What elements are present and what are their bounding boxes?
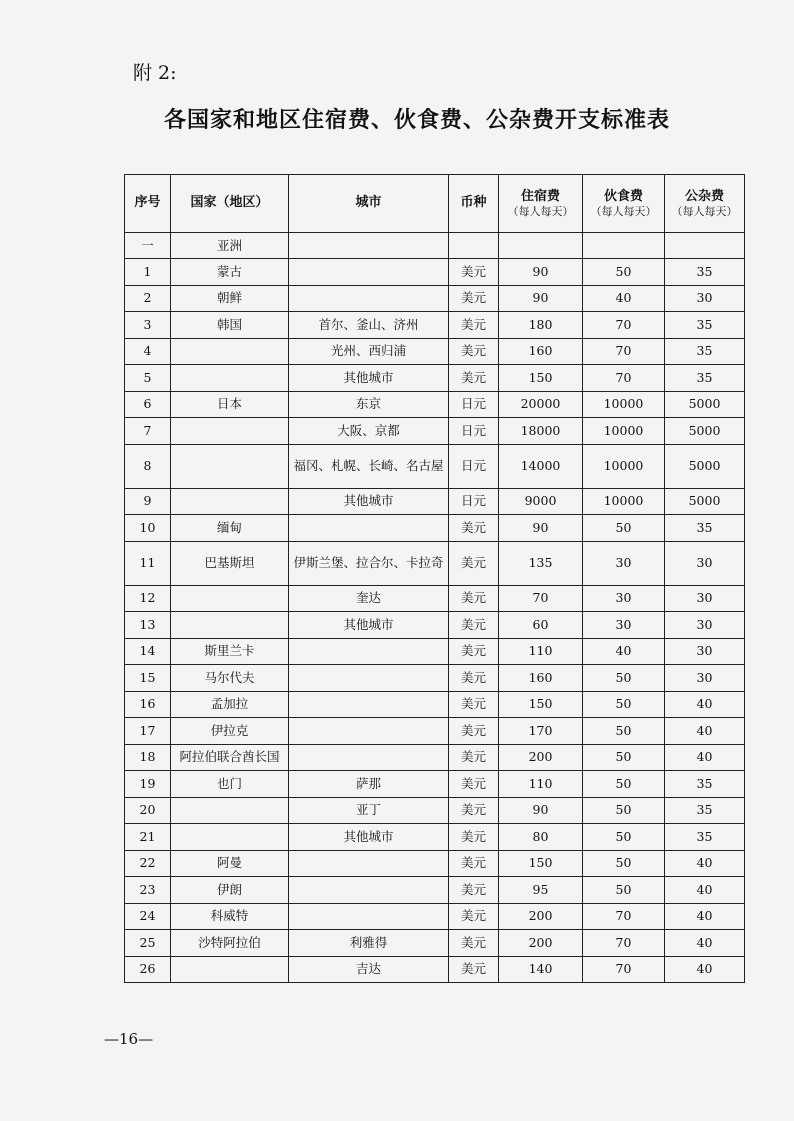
cell-lodging: 200 (499, 930, 583, 957)
header-meals (583, 175, 665, 233)
cell-country: 缅甸 (171, 515, 289, 542)
cell-lodging: 20000 (499, 391, 583, 418)
cell-country: 巴基斯坦 (171, 541, 289, 585)
cell-meals: 40 (583, 285, 665, 312)
cell-currency: 美元 (449, 312, 499, 339)
header-lodging-label: 住宿费 (520, 188, 560, 204)
header-meals-label: 伙食费 (603, 188, 643, 204)
table-row (125, 585, 745, 612)
cell-meals: 50 (583, 797, 665, 824)
cell-meals: 50 (583, 718, 665, 745)
header-misc-label: 公杂费 (684, 188, 724, 204)
cell-city (289, 718, 449, 745)
cell-seq: 24 (125, 903, 171, 930)
cell-city (289, 638, 449, 665)
cell-city: 光州、西归浦 (289, 338, 449, 365)
cell-misc: 40 (665, 744, 745, 771)
cell-lodging: 9000 (499, 488, 583, 515)
cell-seq: 10 (125, 515, 171, 542)
cell-misc: 30 (665, 541, 745, 585)
cell-currency: 美元 (449, 585, 499, 612)
table-row (125, 541, 745, 585)
cell-seq: 16 (125, 691, 171, 718)
cell-meals: 40 (583, 638, 665, 665)
cell-city (289, 285, 449, 312)
cell-currency: 日元 (449, 444, 499, 488)
table-row (125, 515, 745, 542)
cell-meals: 70 (583, 365, 665, 392)
cell-seq: 6 (125, 391, 171, 418)
cell-misc: 40 (665, 691, 745, 718)
cell-misc: 35 (665, 824, 745, 851)
cell-meals: 50 (583, 824, 665, 851)
cell-meals: 50 (583, 744, 665, 771)
cell-currency: 日元 (449, 488, 499, 515)
cell-country: 科威特 (171, 903, 289, 930)
cell-seq: 13 (125, 612, 171, 639)
cell-misc: 30 (665, 285, 745, 312)
cell-seq: 19 (125, 771, 171, 798)
table-row (125, 285, 745, 312)
cell-city: 首尔、釜山、济州 (289, 312, 449, 339)
cell-meals: 10000 (583, 391, 665, 418)
cell-currency: 美元 (449, 515, 499, 542)
cell-misc: 5000 (665, 444, 745, 488)
cell-meals: 70 (583, 338, 665, 365)
table-body (125, 233, 745, 983)
cell-city: 吉达 (289, 956, 449, 983)
cell-currency: 美元 (449, 877, 499, 904)
cell-meals: 50 (583, 515, 665, 542)
cell-lodging: 160 (499, 665, 583, 692)
cell-seq: 15 (125, 665, 171, 692)
cell-meals: 10000 (583, 444, 665, 488)
cell-seq: 17 (125, 718, 171, 745)
table-row (125, 850, 745, 877)
cell-city: 利雅得 (289, 930, 449, 957)
table-row (125, 903, 745, 930)
cell-country: 斯里兰卡 (171, 638, 289, 665)
cell-country (171, 488, 289, 515)
cell-misc: 40 (665, 903, 745, 930)
table-row (125, 718, 745, 745)
cell-seq: 20 (125, 797, 171, 824)
cell-lodging: 170 (499, 718, 583, 745)
cell-seq: 4 (125, 338, 171, 365)
table-row (125, 744, 745, 771)
cell-lodging: 150 (499, 691, 583, 718)
cell-misc: 40 (665, 718, 745, 745)
table-row (125, 259, 745, 286)
page-number: —16— (104, 1030, 154, 1048)
table-row (125, 391, 745, 418)
cell-misc: 40 (665, 956, 745, 983)
cell-country: 也门 (171, 771, 289, 798)
cell-seq: 1 (125, 259, 171, 286)
table-row (125, 877, 745, 904)
cell-misc: 35 (665, 338, 745, 365)
cell-currency: 美元 (449, 956, 499, 983)
cell-currency: 美元 (449, 797, 499, 824)
cell-currency: 美元 (449, 638, 499, 665)
table-row (125, 824, 745, 851)
cell-country (171, 365, 289, 392)
table-row (125, 612, 745, 639)
cell-meals: 50 (583, 665, 665, 692)
cell-city (289, 744, 449, 771)
cell-misc: 35 (665, 312, 745, 339)
table-row (125, 444, 745, 488)
cell-misc: 30 (665, 585, 745, 612)
cell-currency: 美元 (449, 850, 499, 877)
cell-country (171, 338, 289, 365)
cell-city (289, 665, 449, 692)
header-country: 国家（地区） (171, 175, 289, 233)
cell-currency: 美元 (449, 771, 499, 798)
header-city: 城市 (289, 175, 449, 233)
cell-seq: 25 (125, 930, 171, 957)
cell-currency: 日元 (449, 418, 499, 445)
header-misc-unit: （每人每天） (671, 204, 738, 218)
cell-seq: 7 (125, 418, 171, 445)
cell-misc: 35 (665, 259, 745, 286)
table-row (125, 771, 745, 798)
cell-lodging: 180 (499, 312, 583, 339)
cell-seq: 5 (125, 365, 171, 392)
cell-country: 阿曼 (171, 850, 289, 877)
cell-meals: 50 (583, 877, 665, 904)
cell-country: 韩国 (171, 312, 289, 339)
cell-currency: 美元 (449, 612, 499, 639)
cell-misc: 30 (665, 638, 745, 665)
cell-lodging: 70 (499, 585, 583, 612)
cell-meals: 50 (583, 259, 665, 286)
cell-currency: 美元 (449, 718, 499, 745)
cell-country (171, 956, 289, 983)
cell-meals: 70 (583, 930, 665, 957)
cell-lodging: 150 (499, 850, 583, 877)
cell-lodging: 200 (499, 903, 583, 930)
cell-misc: 40 (665, 930, 745, 957)
cell-lodging: 160 (499, 338, 583, 365)
cell-seq: 23 (125, 877, 171, 904)
cell-lodging: 110 (499, 638, 583, 665)
region-name: 亚洲 (171, 233, 289, 259)
cell-city: 其他城市 (289, 488, 449, 515)
cell-country: 朝鲜 (171, 285, 289, 312)
cell-meals: 50 (583, 771, 665, 798)
region-row (125, 233, 745, 259)
cell-seq: 18 (125, 744, 171, 771)
cell-meals: 30 (583, 585, 665, 612)
cell-lodging: 60 (499, 612, 583, 639)
cell-lodging: 90 (499, 285, 583, 312)
header-lodging-unit: （每人每天） (507, 204, 574, 218)
cell-country (171, 824, 289, 851)
cell-city (289, 259, 449, 286)
cell-city: 萨那 (289, 771, 449, 798)
cell-lodging: 18000 (499, 418, 583, 445)
cell-misc: 35 (665, 797, 745, 824)
cell-currency: 美元 (449, 691, 499, 718)
cell-country: 伊拉克 (171, 718, 289, 745)
cell-country: 沙特阿拉伯 (171, 930, 289, 957)
cell-misc: 5000 (665, 418, 745, 445)
cell-lodging: 80 (499, 824, 583, 851)
cell-seq: 14 (125, 638, 171, 665)
table-row (125, 797, 745, 824)
cell-meals: 50 (583, 850, 665, 877)
header-currency: 币种 (449, 175, 499, 233)
table-row (125, 312, 745, 339)
cell-country (171, 418, 289, 445)
cell-misc: 30 (665, 612, 745, 639)
cell-meals: 10000 (583, 418, 665, 445)
header-meals-unit: （每人每天） (590, 204, 657, 218)
cell-seq: 11 (125, 541, 171, 585)
cell-country: 马尔代夫 (171, 665, 289, 692)
header-seq: 序号 (125, 175, 171, 233)
table-row (125, 691, 745, 718)
cell-city: 其他城市 (289, 824, 449, 851)
cell-currency: 美元 (449, 338, 499, 365)
cell-city: 其他城市 (289, 612, 449, 639)
cell-currency: 美元 (449, 824, 499, 851)
cell-country (171, 444, 289, 488)
cell-currency: 美元 (449, 744, 499, 771)
cell-seq: 22 (125, 850, 171, 877)
cell-seq: 26 (125, 956, 171, 983)
header-misc (665, 175, 745, 233)
cell-city (289, 903, 449, 930)
cell-city: 其他城市 (289, 365, 449, 392)
cell-country: 日本 (171, 391, 289, 418)
table-row (125, 338, 745, 365)
attachment-label: 附 2: (133, 62, 177, 84)
standards-table (124, 174, 745, 983)
cell-city: 伊斯兰堡、拉合尔、卡拉奇 (289, 541, 449, 585)
cell-city: 大阪、京都 (289, 418, 449, 445)
cell-city (289, 515, 449, 542)
cell-misc: 35 (665, 771, 745, 798)
cell-misc: 5000 (665, 391, 745, 418)
cell-seq: 21 (125, 824, 171, 851)
cell-meals: 50 (583, 691, 665, 718)
header-lodging (499, 175, 583, 233)
table-row (125, 365, 745, 392)
cell-misc: 35 (665, 515, 745, 542)
cell-lodging: 135 (499, 541, 583, 585)
cell-city (289, 691, 449, 718)
cell-seq: 8 (125, 444, 171, 488)
cell-currency: 美元 (449, 285, 499, 312)
cell-meals: 70 (583, 903, 665, 930)
cell-city: 东京 (289, 391, 449, 418)
cell-misc: 35 (665, 365, 745, 392)
cell-lodging: 95 (499, 877, 583, 904)
table-row (125, 665, 745, 692)
cell-seq: 3 (125, 312, 171, 339)
region-seq: 一 (125, 233, 171, 259)
cell-currency: 美元 (449, 665, 499, 692)
page-title: 各国家和地区住宿费、伙食费、公杂费开支标准表 (163, 107, 670, 133)
cell-country: 伊朗 (171, 877, 289, 904)
cell-lodging: 110 (499, 771, 583, 798)
cell-lodging: 140 (499, 956, 583, 983)
cell-seq: 2 (125, 285, 171, 312)
cell-country: 孟加拉 (171, 691, 289, 718)
cell-lodging: 90 (499, 259, 583, 286)
cell-meals: 70 (583, 312, 665, 339)
cell-country: 阿拉伯联合酋长国 (171, 744, 289, 771)
table-row (125, 930, 745, 957)
cell-meals: 30 (583, 612, 665, 639)
cell-city: 亚丁 (289, 797, 449, 824)
cell-currency: 美元 (449, 930, 499, 957)
cell-lodging: 200 (499, 744, 583, 771)
cell-lodging: 90 (499, 797, 583, 824)
cell-city: 奎达 (289, 585, 449, 612)
standards-table-wrapper (124, 174, 745, 983)
cell-meals: 70 (583, 956, 665, 983)
cell-lodging: 14000 (499, 444, 583, 488)
cell-meals: 10000 (583, 488, 665, 515)
cell-city (289, 850, 449, 877)
table-row (125, 956, 745, 983)
cell-meals: 30 (583, 541, 665, 585)
cell-currency: 美元 (449, 365, 499, 392)
cell-currency: 日元 (449, 391, 499, 418)
cell-country (171, 797, 289, 824)
cell-seq: 9 (125, 488, 171, 515)
cell-misc: 40 (665, 877, 745, 904)
cell-currency: 美元 (449, 541, 499, 585)
table-row (125, 418, 745, 445)
cell-city (289, 877, 449, 904)
cell-seq: 12 (125, 585, 171, 612)
cell-country: 蒙古 (171, 259, 289, 286)
cell-misc: 30 (665, 665, 745, 692)
table-header-row (125, 175, 745, 233)
table-row (125, 638, 745, 665)
cell-misc: 5000 (665, 488, 745, 515)
cell-currency: 美元 (449, 903, 499, 930)
cell-country (171, 585, 289, 612)
cell-country (171, 612, 289, 639)
cell-lodging: 150 (499, 365, 583, 392)
cell-lodging: 90 (499, 515, 583, 542)
table-row (125, 488, 745, 515)
cell-misc: 40 (665, 850, 745, 877)
cell-currency: 美元 (449, 259, 499, 286)
cell-city: 福冈、札幌、长崎、名古屋 (289, 444, 449, 488)
